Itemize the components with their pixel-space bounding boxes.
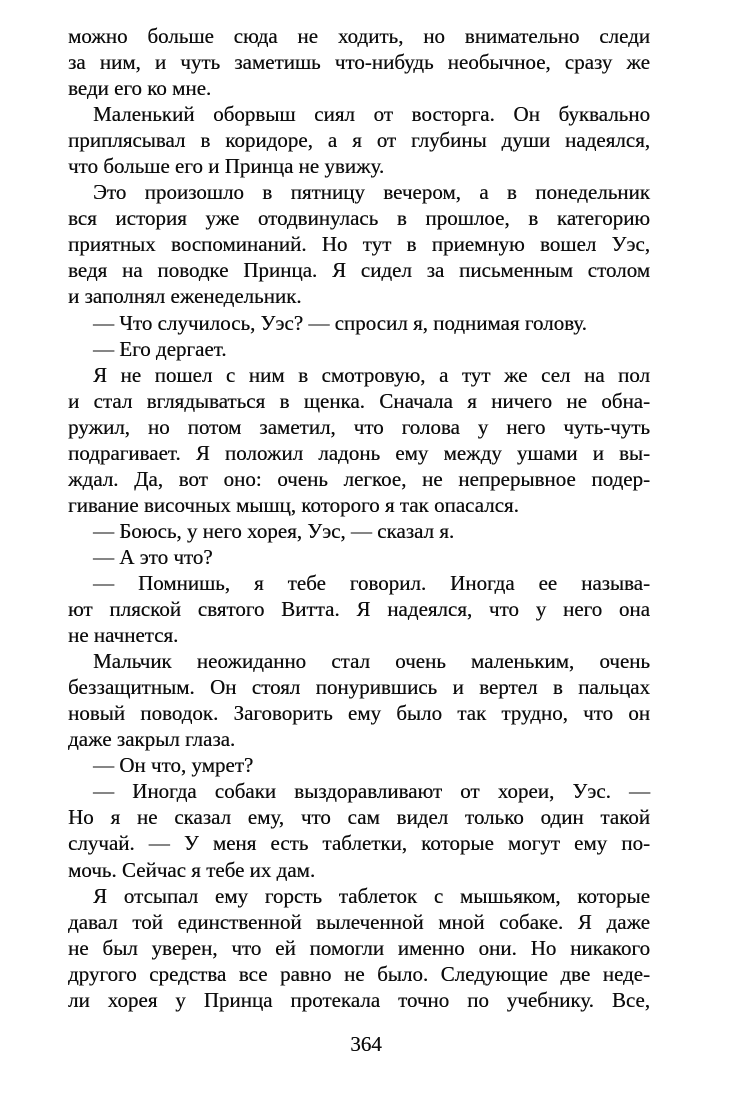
text-line: и заполнял еженедельник. (68, 284, 302, 309)
text-line: — Его дергает. (93, 336, 227, 361)
text-line: Я не пошел с ним в смотровую, а тут же сел на пол (93, 362, 650, 387)
text-line: подрагивает. Я положил ладонь ему между ушами и вы- (68, 440, 650, 465)
text-line: ведя на поводке Принца. Я сидел за письменным столом (68, 258, 650, 283)
text-line: за ним, и чуть заметишь что-нибудь необычное, сразу же (68, 50, 650, 75)
text-line: можно больше сюда не ходить, но внимательно следи (68, 24, 650, 48)
text-line: ружил, но потом заметил, что голова у него чуть-чуть (68, 414, 650, 439)
text-line: новый поводок. Заговорить ему было так трудно, что он (68, 701, 650, 726)
text-line: гивание височных мышц, которого я так опасался. (68, 492, 519, 517)
text-line: ждал. Да, вот оно: очень легкое, не непрерывное подер- (68, 466, 650, 491)
text-line: — Что случилось, Уэс? — спросил я, поднимая голову. (93, 310, 587, 335)
text-line: вся история уже отодвинулась в прошлое, в категорию (68, 206, 650, 231)
text-line: Это произошло в пятницу вечером, а в понедельник (93, 180, 650, 205)
text-line: — Он что, умрет? (93, 753, 254, 778)
text-line: ли хорея у Принца протекала точно по учебнику. Все, (68, 987, 650, 1012)
text-line: — А это что? (93, 544, 213, 569)
text-line: — Иногда собаки выздоравливают от хореи, Уэс. — (93, 779, 650, 804)
text-line: и стал вглядываться в щенка. Сначала я ничего не обна- (68, 388, 650, 413)
text-line: что больше его и Принца не увижу. (68, 154, 385, 179)
text-line: беззащитным. Он стоял понурившись и вертел в пальцах (68, 675, 650, 700)
text-line: Но я не сказал ему, что сам видел только один такой (68, 805, 650, 830)
text-line: — Боюсь, у него хорея, Уэс, — сказал я. (93, 518, 455, 543)
text-line: другого средства все равно не было. Следующие две неде- (68, 961, 650, 986)
body-text (68, 23, 650, 1013)
text-line: мочь. Сейчас я тебе их дам. (68, 857, 316, 882)
page-number: 364 (350, 1032, 382, 1056)
text-line: даже закрыл глаза. (68, 727, 236, 752)
text-line: случай. — У меня есть таблетки, которые могут ему по- (68, 831, 650, 856)
text-line: Маленький оборвыш сиял от восторга. Он буквально (93, 102, 650, 127)
text-line: Мальчик неожиданно стал очень маленьким, очень (93, 649, 650, 674)
text-line: не был уверен, что ей помогли именно они. Но никакого (68, 935, 650, 960)
text-line: приятных воспоминаний. Но тут в приемную вошел Уэс, (68, 232, 650, 257)
text-line: веди его ко мне. (68, 76, 212, 101)
text-line: приплясывал в коридоре, а я от глубины души надеялся, (68, 128, 650, 153)
text-line: ют пляской святого Витта. Я надеялся, что у него она (68, 597, 650, 622)
text-line: давал той единственной вылеченной мной собаке. Я даже (68, 909, 650, 934)
text-line: — Помнишь, я тебе говорил. Иногда ее называ- (93, 570, 650, 595)
text-line: Я отсыпал ему горсть таблеток с мышьяком, которые (93, 883, 650, 908)
text-line: не начнется. (68, 623, 179, 648)
